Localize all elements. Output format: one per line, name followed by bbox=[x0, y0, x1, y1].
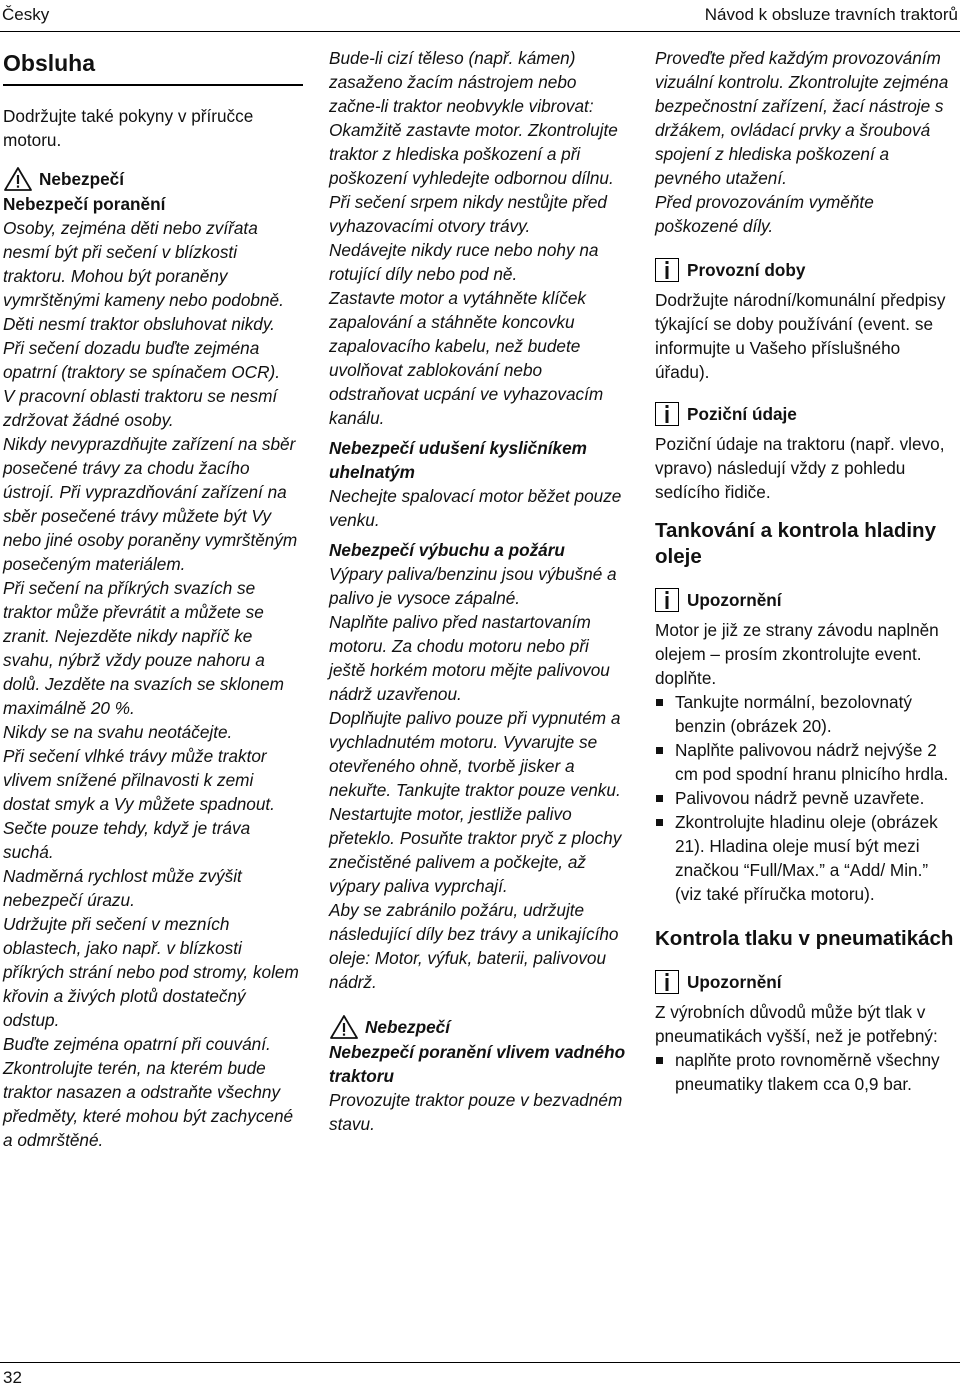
fire-hazard-heading: Nebezpečí výbuchu a požáru bbox=[329, 540, 565, 560]
column-3 bbox=[655, 46, 957, 1096]
instruction-list bbox=[655, 690, 957, 906]
info-i-icon bbox=[655, 970, 679, 994]
list-item: Zkontrolujte hladinu oleje (obrázek 21). Hladina oleje musí být mezi značkou “Full/Max.” a “Add/ Min.” (viz také příručka motoru). bbox=[655, 810, 957, 906]
bullet-icon bbox=[656, 747, 663, 754]
column-2 bbox=[329, 46, 629, 1136]
paragraph: Bude-li cizí těleso (např. kámen) zasaženo žacím nástrojem nebo začne-li traktor neobvykle vibrovat: Okamžitě zastavte motor. Zkontrolujte traktor z hlediska poškození a při poškození vyhledejte odbornou dílnu. bbox=[329, 48, 618, 188]
co-hazard-heading: Nebezpečí udušení kysličníkem uhelnatým bbox=[329, 438, 587, 482]
list-item: Tankujte normální, bezolovnatý benzin (obrázek 20). bbox=[655, 690, 957, 738]
danger-label: Nebezpečí bbox=[365, 1017, 451, 1037]
paragraph: Nikdy se na svahu neotáčejte. bbox=[3, 722, 233, 742]
info-label: Provozní doby bbox=[687, 260, 806, 280]
info-i-icon bbox=[655, 402, 679, 426]
info-heading bbox=[655, 258, 957, 282]
paragraph: Nikdy nevyprazdňujte zařízení na sběr posečené trávy za chodu žacího ústrojí. Při vyprazdňování zařízení na sběr posečené trávy můžete být Vy nebo jiné osoby poraněny vymrštěným posečeným materiálem. bbox=[3, 434, 298, 574]
paragraph: Proveďte před každým provozováním vizuální kontrolu. Zkontrolujte zejména bezpečnostní zařízení, žací nástroje s držákem, ovládací prvky a šroubová spojení z hlediska poškození a pevného utažení. bbox=[655, 48, 949, 188]
danger-heading bbox=[3, 166, 303, 192]
warning-triangle-icon bbox=[3, 166, 33, 192]
paragraph: Nedávejte nikdy ruce nebo nohy na rotující díly nebo pod ně. bbox=[329, 240, 599, 284]
paragraph: Z výrobních důvodů může být tlak v pneumatikách vyšší, než je potřebný: bbox=[655, 1002, 938, 1046]
bullet-icon bbox=[656, 699, 663, 706]
danger-heading bbox=[329, 1014, 629, 1040]
info-label: Upozornění bbox=[687, 972, 782, 992]
info-label: Upozornění bbox=[687, 590, 782, 610]
warning-triangle-icon bbox=[329, 1014, 359, 1040]
list-item: Naplňte palivovou nádrž nejvýše 2 cm pod spodní hranu plnicího hrdla. bbox=[655, 738, 957, 786]
paragraph: Motor je již ze strany závodu naplněn olejem – prosím zkontrolujte event. doplňte. bbox=[655, 620, 939, 688]
paragraph: Výpary paliva/benzinu jsou výbušné a palivo je vysoce zápalné. bbox=[329, 564, 617, 608]
info-i-icon bbox=[655, 588, 679, 612]
header-language: Česky bbox=[2, 5, 50, 24]
info-heading bbox=[655, 970, 957, 994]
paragraph: Doplňujte palivo pouze při vypnutém a vychladnutém motoru. Vyvarujte se otevřeného ohně, tvorbě jisker a nekuřte. Tankujte traktor pouze venku. bbox=[329, 708, 621, 800]
paragraph: Při sečení vlhké trávy může traktor vlivem snížené přilnavosti k zemi dostat smyk a Vy můžete spadnout. Sečte pouze tehdy, když je tráva suchá. bbox=[3, 746, 275, 862]
paragraph: Při sečení srpem nikdy nestůjte před vyhazovacími otvory trávy. bbox=[329, 192, 607, 236]
heading-refuel-oil: Tankování a kontrola hladiny oleje bbox=[655, 519, 936, 568]
paragraph: Aby se zabránilo požáru, udržujte následující díly bez trávy a unikajícího oleje: Motor, výfuk, baterii, palivovou nádrž. bbox=[329, 900, 619, 992]
page-number: 32 bbox=[3, 1368, 22, 1387]
section-title-obsluha: Obsluha bbox=[3, 46, 303, 86]
danger-subtitle: Nebezpečí poranění bbox=[3, 194, 166, 214]
paragraph: Před provozováním vyměňte poškozené díly. bbox=[655, 192, 874, 236]
paragraph: Nadměrná rychlost může zvýšit nebezpečí úrazu. bbox=[3, 866, 242, 910]
info-label: Poziční údaje bbox=[687, 404, 797, 424]
paragraph: Naplňte palivo před nastartovaním motoru. Za chodu motoru nebo při ještě horkém motoru mějte palivovou nádrž uzavřenou. bbox=[329, 612, 610, 704]
paragraph: Při sečení dozadu buďte zejména opatrní (traktory se spínačem OCR). bbox=[3, 338, 280, 382]
info-heading bbox=[655, 588, 957, 612]
paragraph: Zkontrolujte terén, na kterém bude traktor nasazen a odstraňte všechny předměty, které mohou být zachycené a odmrštěné. bbox=[3, 1058, 294, 1150]
column-1 bbox=[3, 46, 303, 1152]
bullet-icon bbox=[656, 819, 663, 826]
paragraph: Zastavte motor a vytáhněte klíček zapalování a stáhněte koncovku zapalovacího kabelu, než budete uvolňovat zablokování nebo odstraňovat ucpání ve vyhazovacím kanálu. bbox=[329, 288, 604, 428]
footer-divider bbox=[0, 1362, 960, 1363]
intro-text: Dodržujte také pokyny v příručce motoru. bbox=[3, 106, 254, 150]
paragraph: Při sečení na příkrých svazích se traktor může převrátit a můžete se zranit. Nejezděte nikdy napříč ke svahu, nýbrž vždy pouze nahoru a dolů. Jezděte na svazích se sklonem maximálně 20 %. bbox=[3, 578, 284, 718]
danger-label: Nebezpečí bbox=[39, 169, 125, 189]
paragraph: Nechejte spalovací motor běžet pouze venku. bbox=[329, 486, 622, 530]
paragraph: Poziční údaje na traktoru (např. vlevo, vpravo) následují vždy z pohledu sedícího řidiče. bbox=[655, 434, 945, 502]
list-item: Palivovou nádrž pevně uzavřete. bbox=[655, 786, 957, 810]
paragraph: Dodržujte národní/komunální předpisy týkající se doby používání (event. se informujte u Vašeho příslušného úřadu). bbox=[655, 290, 946, 382]
header-manual-title: Návod k obsluze travních traktorů bbox=[704, 5, 958, 24]
danger-subtitle: Nebezpečí poranění vlivem vadného traktoru bbox=[329, 1042, 626, 1086]
bullet-icon bbox=[656, 795, 663, 802]
bullet-icon bbox=[656, 1057, 663, 1064]
list-item: naplňte proto rovnoměrně všechny pneumatiky tlakem cca 0,9 bar. bbox=[655, 1048, 957, 1096]
info-heading bbox=[655, 402, 957, 426]
paragraph: Nestartujte motor, jestliže palivo přeteklo. Posuňte traktor pryč z plochy znečistěné palivem a počkejte, až výpary paliva vyprchají. bbox=[329, 804, 622, 896]
heading-tire-pressure: Kontrola tlaku v pneumatikách bbox=[655, 927, 954, 950]
paragraph: Provozujte traktor pouze v bezvadném stavu. bbox=[329, 1090, 623, 1134]
paragraph: Osoby, zejména děti nebo zvířata nesmí být při sečení v blízkosti traktoru. Mohou být poraněny vymrštěnými kameny nebo podobně. Děti nesmí traktor obsluhovat nikdy. bbox=[3, 218, 284, 334]
paragraph: Buďte zejména opatrní při couvání. bbox=[3, 1034, 271, 1054]
page-header bbox=[2, 3, 958, 27]
paragraph: Udržujte při sečení v mezních oblastech, jako např. v blízkosti příkrých strání nebo pod stromy, kolem křovin a živých plotů dostatečný odstup. bbox=[3, 914, 299, 1030]
info-i-icon bbox=[655, 258, 679, 282]
instruction-list bbox=[655, 1048, 957, 1096]
paragraph: V pracovní oblasti traktoru se nesmí zdržovat žádné osoby. bbox=[3, 386, 278, 430]
header-divider bbox=[0, 31, 960, 32]
